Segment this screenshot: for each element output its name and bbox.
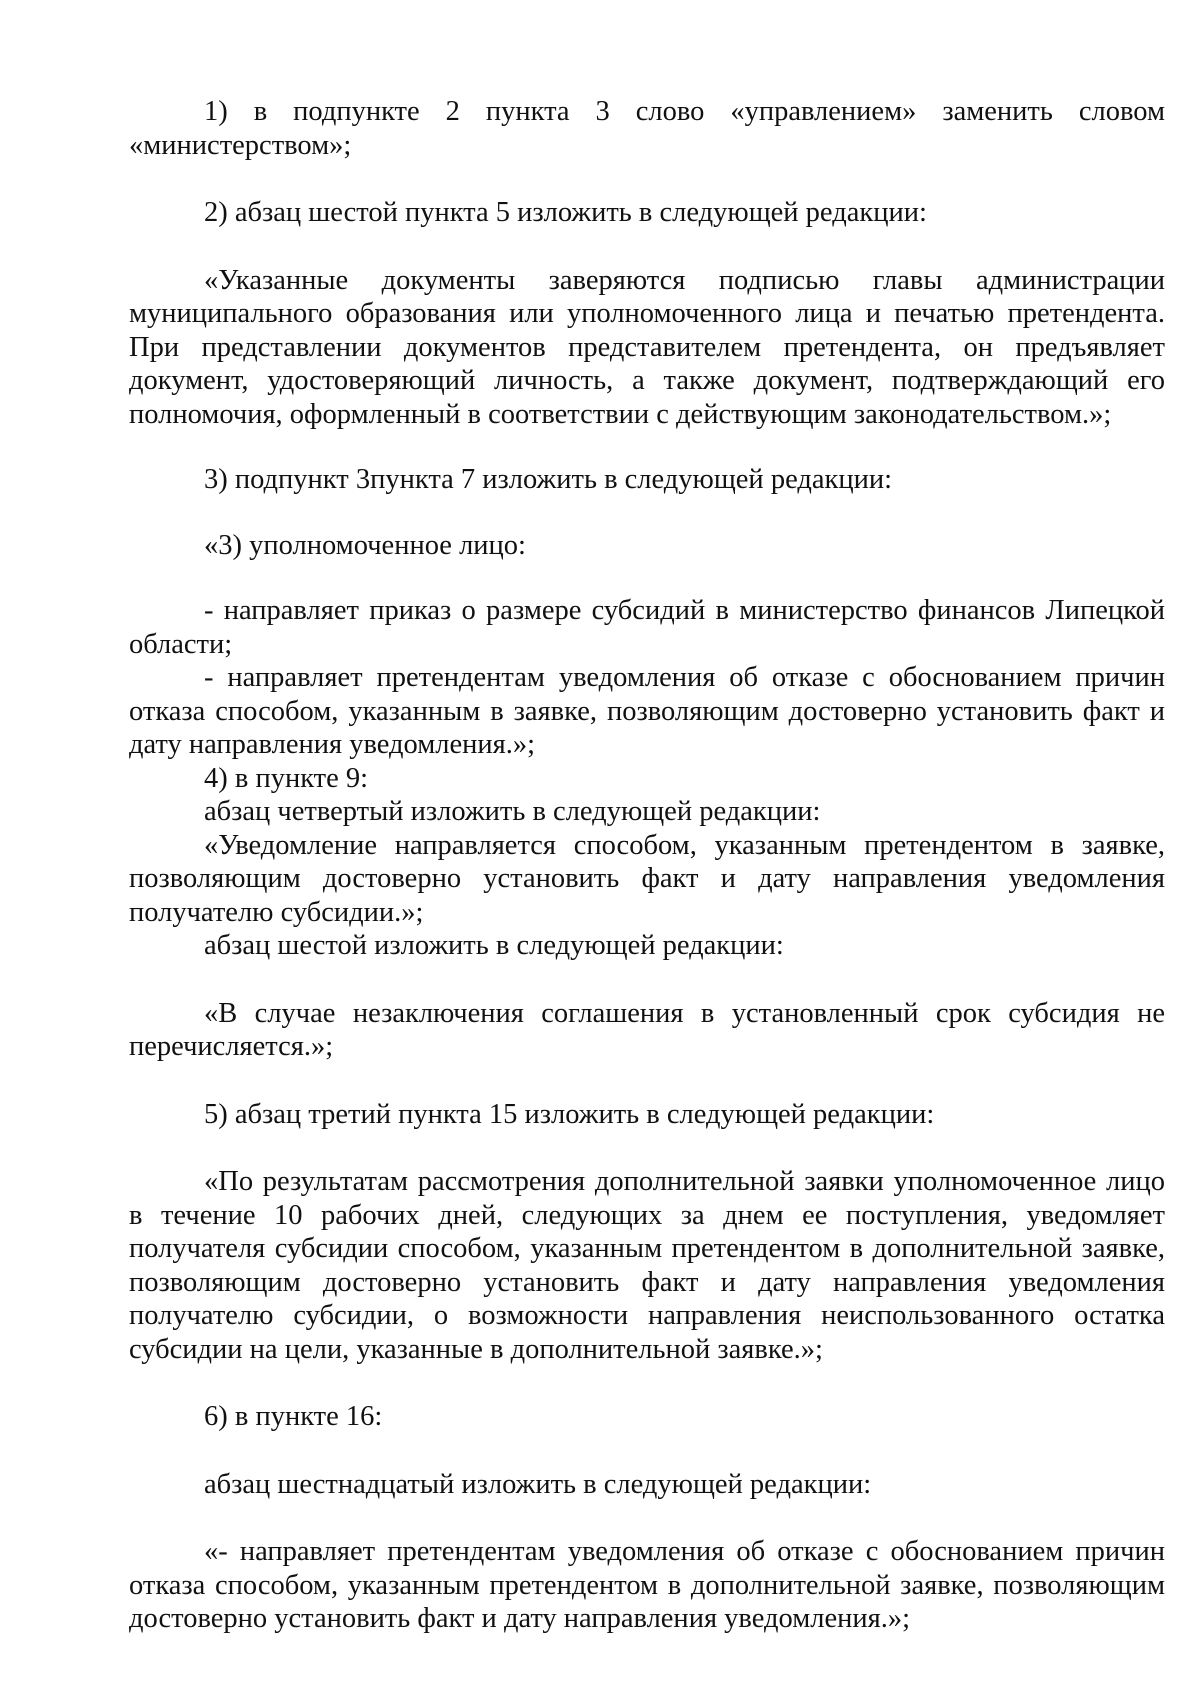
- quote-documents-paragraph: «Указанные документы заверяются подписью главы администрации муниципального образования или уполномоченного лица и печатью претендента. При представлении документов представителем претендента, он предъявляет документ, удостоверяющий личность, а также документ, подтверждающий его полномочия, оформленный в соответствии с действующим законодательством.»;: [129, 264, 1165, 430]
- item-2-paragraph: 2) абзац шестой пункта 5 изложить в следующей редакции:: [204, 197, 927, 228]
- item-1-paragraph: 1) в подпункте 2 пункта 3 слово «управлением» заменить словом «министерством»;: [129, 96, 1165, 161]
- item-5-paragraph: 5) абзац третий пункта 15 изложить в следующей редакции:: [204, 1098, 935, 1130]
- agreement-paragraph: «В случае незаключения соглашения в установленный срок субсидия не перечисляется.»;: [129, 997, 1165, 1062]
- notification-paragraph: «Уведомление направляется способом, указанным претендентом в заявке, позволяющим достоверно установить факт и дату направления уведомления получателю субсидии.»;: [129, 829, 1165, 928]
- refusal-notice-paragraph: - направляет претендентам уведомления об отказе с обоснованием причин отказа способом, указанным в заявке, позволяющим достоверно установить факт и дату направления уведомления.»;: [129, 662, 1165, 760]
- item-3-paragraph: 3) подпункт 3пункта 7 изложить в следующей редакции:: [204, 464, 893, 495]
- authorized-person-paragraph: «3) уполномоченное лицо:: [204, 529, 526, 561]
- additional-application-paragraph: «По результатам рассмотрения дополнительной заявки уполномоченное лицо в течение 10 рабочих дней, следующих за днем ее поступления, уведомляет получателя субсидии способом, указанным претендентом в дополнительной заявке, позволяющим достоверно установить факт и дату направления уведомления получателю субсидии, о возможности направления неиспользованного остатка субсидии на цели, указанные в дополнительной заявке.»;: [129, 1166, 1165, 1365]
- document-body: [129, 95, 1165, 1636]
- item-6-paragraph: 6) в пункте 16:: [204, 1401, 383, 1432]
- sixth-abzac-paragraph: абзац шестой изложить в следующей редакции:: [204, 930, 784, 961]
- item-4-paragraph: 4) в пункте 9:: [204, 762, 369, 794]
- order-subsidy-paragraph: - направляет приказ о размере субсидий в министерство финансов Липецкой области;: [129, 595, 1165, 660]
- fourth-abzac-paragraph: абзац четвертый изложить в следующей редакции:: [204, 796, 821, 827]
- sixteenth-abzac-paragraph: абзац шестнадцатый изложить в следующей редакции:: [204, 1468, 872, 1500]
- final-refusal-paragraph: «- направляет претендентам уведомления об отказе с обоснованием причин отказа способом, указанным претендентом в дополнительной заявке, позволяющим достоверно установить факт и дату направления уведомления.»;: [129, 1536, 1165, 1634]
